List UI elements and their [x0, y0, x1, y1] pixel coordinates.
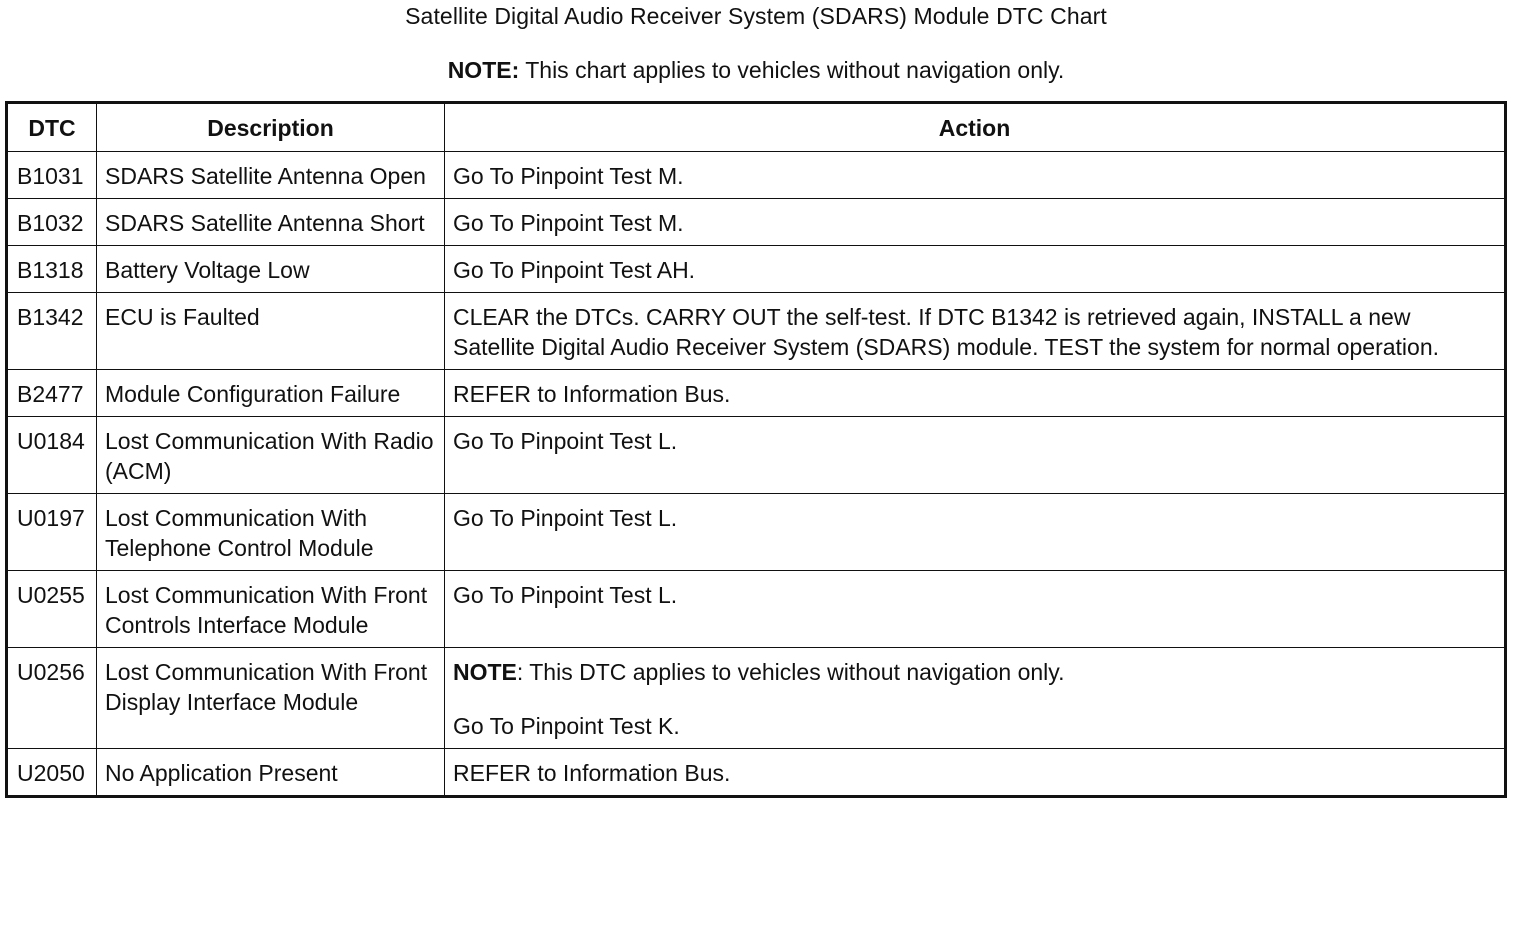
dtc-action: REFER to Information Bus. [445, 749, 1506, 797]
dtc-action: Go To Pinpoint Test M. [445, 199, 1506, 246]
dtc-table [5, 101, 1507, 798]
table-row [7, 199, 1506, 246]
dtc-action: Go To Pinpoint Test AH. [445, 246, 1506, 293]
dtc-code: U2050 [7, 749, 97, 797]
dtc-code: U0197 [7, 494, 97, 571]
action-note [453, 657, 1496, 687]
page-title: Satellite Digital Audio Receiver System (SDARS) Module DTC Chart [405, 3, 1107, 29]
table-row [7, 648, 1506, 749]
dtc-description: Battery Voltage Low [97, 246, 445, 293]
column-header-dtc: DTC [7, 103, 97, 152]
dtc-description: No Application Present [97, 749, 445, 797]
dtc-description: ECU is Faulted [97, 293, 445, 370]
dtc-code: U0256 [7, 648, 97, 749]
dtc-code: B1318 [7, 246, 97, 293]
action-note-text: : This DTC applies to vehicles without navigation only. [516, 659, 1065, 685]
table-row [7, 246, 1506, 293]
table-header-row [7, 103, 1506, 152]
table-row [7, 571, 1506, 648]
dtc-action [445, 648, 1506, 749]
dtc-description: Lost Communication With Front Controls Interface Module [97, 571, 445, 648]
note-label: NOTE: [447, 57, 520, 83]
dtc-action: Go To Pinpoint Test M. [445, 152, 1506, 199]
chart-note [0, 56, 1512, 84]
table-row [7, 293, 1506, 370]
dtc-action: Go To Pinpoint Test L. [445, 494, 1506, 571]
table-row [7, 494, 1506, 571]
dtc-code: B1342 [7, 293, 97, 370]
column-header-description: Description [97, 103, 445, 152]
action-text: Go To Pinpoint Test K. [453, 713, 680, 739]
dtc-description: SDARS Satellite Antenna Short [97, 199, 445, 246]
dtc-action: Go To Pinpoint Test L. [445, 571, 1506, 648]
dtc-action: Go To Pinpoint Test L. [445, 417, 1506, 494]
dtc-code: B1031 [7, 152, 97, 199]
column-header-action: Action [445, 103, 1506, 152]
note-text: This chart applies to vehicles without navigation only. [519, 57, 1065, 83]
dtc-action: CLEAR the DTCs. CARRY OUT the self-test. If DTC B1342 is retrieved again, INSTALL a new Satellite Digital Audio Receiver System (SDARS) module. TEST the system for normal operation. [445, 293, 1506, 370]
action-note-label: NOTE [453, 659, 517, 685]
dtc-description: SDARS Satellite Antenna Open [97, 152, 445, 199]
dtc-description: Module Configuration Failure [97, 370, 445, 417]
table-row [7, 749, 1506, 797]
table-row [7, 417, 1506, 494]
dtc-description: Lost Communication With Telephone Control Module [97, 494, 445, 571]
table-row [7, 152, 1506, 199]
dtc-code: B1032 [7, 199, 97, 246]
table-row [7, 370, 1506, 417]
dtc-action: REFER to Information Bus. [445, 370, 1506, 417]
action-spacer [453, 687, 1496, 711]
dtc-description: Lost Communication With Radio (ACM) [97, 417, 445, 494]
dtc-description: Lost Communication With Front Display Interface Module [97, 648, 445, 749]
dtc-code: U0184 [7, 417, 97, 494]
dtc-code: B2477 [7, 370, 97, 417]
dtc-code: U0255 [7, 571, 97, 648]
